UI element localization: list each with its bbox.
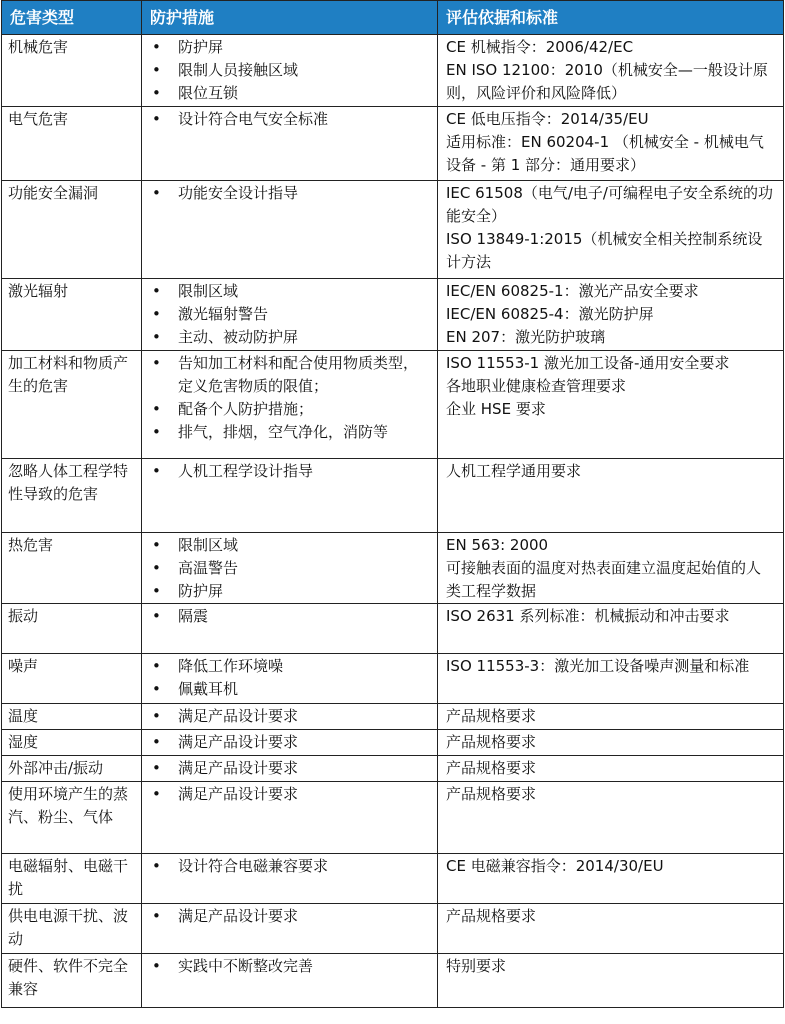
measure-list (150, 605, 429, 628)
measure-item: • 佩戴耳机 (150, 678, 429, 701)
table-row (2, 181, 784, 279)
standard-line: 产品规格要求 (446, 907, 537, 925)
measure-item: • 功能安全设计指导 (150, 182, 429, 205)
standards-cell (438, 459, 784, 533)
measure-list (150, 705, 429, 728)
protection-measures-cell (142, 756, 438, 782)
protection-measures-cell (142, 730, 438, 756)
protection-measures-cell (142, 782, 438, 854)
hazard-type-cell: 使用环境产生的蒸汽、粉尘、气体 (2, 782, 142, 854)
measure-list (150, 731, 429, 754)
hazard-type-cell: 加工材料和物质产生的危害 (2, 351, 142, 459)
measure-list (150, 36, 429, 105)
table-row (2, 704, 784, 730)
measure-item: • 告知加工材料和配合使用物质类型，定义危害物质的限值； (150, 352, 429, 398)
measure-item: • 满足产品设计要求 (150, 905, 429, 928)
standard-line: ISO 11553-1 激光加工设备-通用安全要求 (446, 354, 730, 372)
measure-list (150, 108, 429, 131)
standards-cell (438, 604, 784, 654)
standard-line: ISO 11553-3：激光加工设备噪声测量和标准 (446, 657, 750, 675)
standard-line: 产品规格要求 (446, 707, 537, 725)
hazard-type-cell: 电磁辐射、电磁干扰 (2, 854, 142, 904)
protection-measures-cell (142, 351, 438, 459)
table-row (2, 904, 784, 954)
protection-measures-cell (142, 181, 438, 279)
standards-cell (438, 854, 784, 904)
measure-list (150, 905, 429, 928)
standards-cell (438, 756, 784, 782)
measure-item: • 满足产品设计要求 (150, 783, 429, 806)
measure-item: • 满足产品设计要求 (150, 757, 429, 780)
standard-line: EN ISO 12100：2010（机械安全—一般设计原则，风险评价和风险降低） (446, 61, 768, 102)
measure-item: • 限制区域 (150, 280, 429, 303)
measure-item: • 限制人员接触区域 (150, 59, 429, 82)
table-row (2, 854, 784, 904)
table-row (2, 654, 784, 704)
standards-cell (438, 782, 784, 854)
measure-list (150, 783, 429, 806)
standard-line: IEC 61508（电气/电子/可编程电子安全系统的功能安全） (446, 184, 773, 225)
standards-cell (438, 704, 784, 730)
hazard-type-cell: 温度 (2, 704, 142, 730)
table-row (2, 351, 784, 459)
standard-line: IEC/EN 60825-1：激光产品安全要求 (446, 282, 699, 300)
standards-cell (438, 954, 784, 1008)
table-row (2, 35, 784, 107)
header-protection: 防护措施 (142, 1, 438, 35)
standard-line: 各地职业健康检查管理要求 (446, 377, 627, 395)
protection-measures-cell (142, 279, 438, 351)
measure-item: • 高温警告 (150, 557, 429, 580)
standards-cell (438, 351, 784, 459)
measure-list (150, 955, 429, 978)
measure-item: • 主动、被动防护屏 (150, 326, 429, 349)
standard-line: 人机工程学通用要求 (446, 462, 582, 480)
protection-measures-cell (142, 107, 438, 181)
protection-measures-cell (142, 854, 438, 904)
measure-list (150, 280, 429, 349)
measure-item: • 防护屏 (150, 580, 429, 603)
standard-line: EN 207：激光防护玻璃 (446, 328, 606, 346)
protection-measures-cell (142, 459, 438, 533)
protection-measures-cell (142, 904, 438, 954)
measure-list (150, 182, 429, 205)
table-row (2, 730, 784, 756)
measure-list (150, 655, 429, 701)
standards-cell (438, 35, 784, 107)
hazard-type-cell: 外部冲击/振动 (2, 756, 142, 782)
standards-cell (438, 279, 784, 351)
measure-item: • 排气，排烟，空气净化，消防等 (150, 421, 429, 444)
table-row (2, 107, 784, 181)
standard-line: CE 低电压指令：2014/35/EU (446, 110, 649, 128)
table-row (2, 459, 784, 533)
table-row (2, 954, 784, 1008)
header-hazard-type: 危害类型 (2, 1, 142, 35)
standards-cell (438, 181, 784, 279)
table-row (2, 533, 784, 604)
hazard-assessment-table (1, 0, 784, 1008)
protection-measures-cell (142, 654, 438, 704)
measure-item: • 降低工作环境噪 (150, 655, 429, 678)
standard-line: CE 机械指令：2006/42/EC (446, 38, 634, 56)
standards-cell (438, 107, 784, 181)
hazard-type-cell: 电气危害 (2, 107, 142, 181)
hazard-type-cell: 热危害 (2, 533, 142, 604)
hazard-type-cell: 湿度 (2, 730, 142, 756)
protection-measures-cell (142, 35, 438, 107)
standards-cell (438, 904, 784, 954)
measure-list (150, 855, 429, 878)
measure-item: • 人机工程学设计指导 (150, 460, 429, 483)
table-row (2, 782, 784, 854)
standard-line: 特别要求 (446, 957, 507, 975)
hazard-type-cell: 噪声 (2, 654, 142, 704)
protection-measures-cell (142, 604, 438, 654)
protection-measures-cell (142, 704, 438, 730)
standards-cell (438, 533, 784, 604)
measure-item: • 隔震 (150, 605, 429, 628)
hazard-type-cell: 机械危害 (2, 35, 142, 107)
standard-line: 可接触表面的温度对热表面建立温度起始值的人类工程学数据 (446, 559, 762, 600)
standards-cell (438, 654, 784, 704)
table-body (2, 35, 784, 1008)
measure-item: • 设计符合电磁兼容要求 (150, 855, 429, 878)
measure-item: • 激光辐射警告 (150, 303, 429, 326)
hazard-type-cell: 振动 (2, 604, 142, 654)
measure-list (150, 460, 429, 483)
standard-line: 企业 HSE 要求 (446, 400, 546, 418)
protection-measures-cell (142, 954, 438, 1008)
measure-item: • 限制区域 (150, 534, 429, 557)
standard-line: ISO 2631 系列标准：机械振动和冲击要求 (446, 607, 730, 625)
measure-item: • 配备个人防护措施； (150, 398, 429, 421)
table-row (2, 604, 784, 654)
protection-measures-cell (142, 533, 438, 604)
standard-line: IEC/EN 60825-4：激光防护屏 (446, 305, 654, 323)
standard-line: 适用标准：EN 60204-1 （机械安全 - 机械电气设备 - 第 1 部分：通用要求） (446, 133, 764, 174)
standard-line: 产品规格要求 (446, 785, 537, 803)
hazard-type-cell: 激光辐射 (2, 279, 142, 351)
standards-cell (438, 730, 784, 756)
measure-list (150, 352, 429, 444)
measure-item: • 防护屏 (150, 36, 429, 59)
hazard-type-cell: 忽略人体工程学特性导致的危害 (2, 459, 142, 533)
hazard-type-cell: 功能安全漏洞 (2, 181, 142, 279)
measure-item: • 满足产品设计要求 (150, 705, 429, 728)
table-row (2, 756, 784, 782)
measure-list (150, 757, 429, 780)
measure-item: • 满足产品设计要求 (150, 731, 429, 754)
measure-item: • 设计符合电气安全标准 (150, 108, 429, 131)
header-standards: 评估依据和标准 (438, 1, 784, 35)
standard-line: ISO 13849-1:2015（机械安全相关控制系统设计方法 (446, 230, 763, 271)
measure-item: • 限位互锁 (150, 82, 429, 105)
hazard-type-cell: 硬件、软件不完全兼容 (2, 954, 142, 1008)
standard-line: CE 电磁兼容指令：2014/30/EU (446, 857, 664, 875)
measure-item: • 实践中不断整改完善 (150, 955, 429, 978)
standard-line: 产品规格要求 (446, 759, 537, 777)
table-row (2, 279, 784, 351)
standard-line: EN 563: 2000 (446, 536, 549, 554)
standard-line: 产品规格要求 (446, 733, 537, 751)
header-row (2, 1, 784, 35)
hazard-type-cell: 供电电源干扰、波动 (2, 904, 142, 954)
measure-list (150, 534, 429, 603)
